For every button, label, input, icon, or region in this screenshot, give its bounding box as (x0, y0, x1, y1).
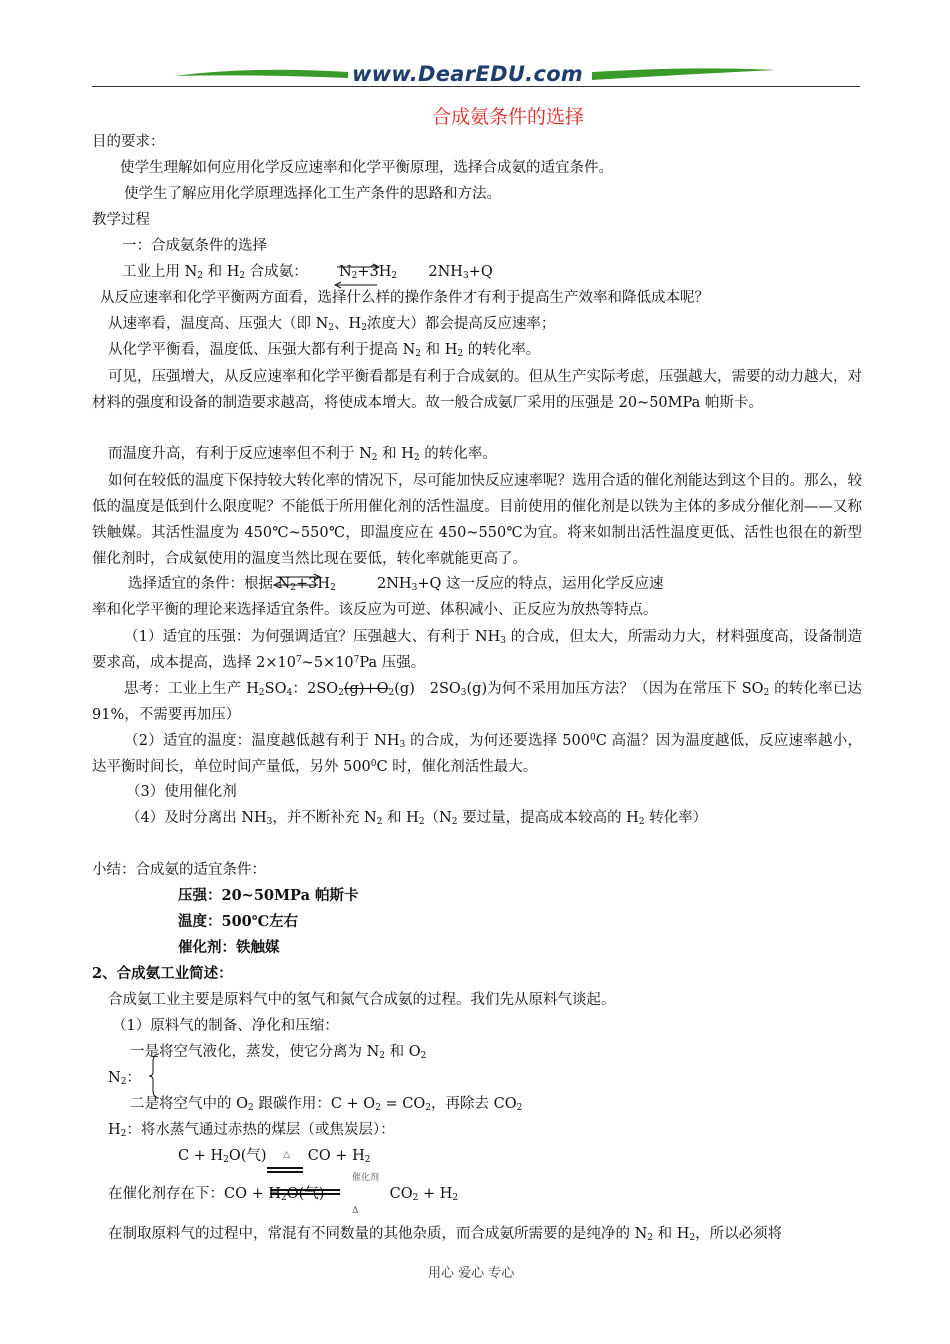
synthesis-equation-line: 工业上用 $N_2$ 和 $H_2$ 合成氨： $N_2+3H_2$ $2NH_3+Q$ (122, 260, 493, 281)
purification-line: 在制取原料气的过程中，常混有不同数量的其他杂质，而合成氨所需要的是纯净的 $N_2$ 和 $H_2$，所以必须将 (108, 1226, 783, 1243)
hydrogen-method-line: $H_2$：将水蒸气通过赤热的煤层（或焦炭层）： (108, 1122, 395, 1139)
site-logo-text[interactable]: www.DearEDU.com (352, 62, 584, 86)
header-divider (92, 86, 860, 87)
summary-heading: 小结：合成氨的适宜条件： (92, 862, 266, 878)
reversible-arrow-icon-2 (272, 572, 324, 600)
nitrogen-method-1: 一是将空气液化，蒸发，使它分离为 $N_2$ 和 $O_2$ (130, 1044, 427, 1061)
shift-reaction-equation: 在催化剂存在下：CO + $H_2O$(气) $CO_2 + H_2$ (108, 1186, 459, 1203)
goal-heading: 目的要求： (92, 134, 165, 150)
nitrogen-method-2: 二是将空气中的 $O_2$ 跟碳作用：$C + O_2 = CO_2$，再除去 $CO_2$ (130, 1096, 523, 1113)
suitable-temperature-paragraph: （2）适宜的温度：温度越低越有利于 $NH_3$ 的合成，为何还要选择 $500^0C$ 高温？因为温度越低，反应速率越小，达平衡时间长，单位时间产量低，另外 $500^0C$ 时，催化剂活性最大。 (92, 733, 862, 775)
goal-line-2: 使学生了解应用化学原理选择化工生产条件的思路和方法。 (124, 186, 501, 202)
summary-temperature: 温度：500℃左右 (178, 913, 299, 930)
equal-arrow-icon (267, 1166, 305, 1174)
raw-gas-heading: （1）原料气的制备、净化和压缩： (112, 1018, 339, 1034)
catalyst-paragraph: 如何在较低的温度下保持较大转化率的情况下，尽可能加快反应速率呢？选用合适的催化剂能达到这个目的。那么，较低的温度是低到什么限度呢？不能低于所用催化剂的活性温度。目前使用的催化剂是以铁为主体的多成分催化剂——又称铁触媒。其活性温度为 450℃~550℃，即温度应在 450~550℃为宜。将来如制出活性温度更低、活性也很在的新型催化剂时，合成氨使用的温度当然比现在要低，转化率就能更高了。 (92, 473, 862, 567)
temperature-line: 而温度升高，有利于反应速率但不利于 $N_2$ 和 $H_2$ 的转化率。 (108, 446, 497, 463)
use-catalyst-line: （3）使用催化剂 (126, 784, 237, 800)
suitable-pressure-paragraph: （1）适宜的压强：为何强调适宜？压强越大、有利于 $NH_3$ 的合成，但太大，所需动力大，材料强度高，设备制造要求高，成本提高，选择 $2\times 10^7\sim 5\times 10^7Pa$ 压强。 (92, 629, 862, 671)
equilibrium-view-line: 从化学平衡看，温度低、压强大都有利于提高 $N_2$ 和 $H_2$ 的转化率。 (108, 342, 541, 359)
goal-line-1: 使学生理解如何应用化学反应速率和化学平衡原理，选择合成氨的适宜条件。 (120, 160, 613, 176)
summary-pressure: 压强：20~50MPa 帕斯卡 (178, 887, 359, 904)
heat-symbol: Δ (352, 1206, 359, 1216)
separate-ammonia-line: （4）及时分离出 $NH_3$，并不断补充 $N_2$ 和 $H_2(N_2$ 要过量，提高成本较高的 $H_2$ 转化率） (126, 810, 708, 827)
strike-equal-icon (270, 1188, 342, 1196)
water-gas-equation: $C + H_2O$(气) △ CO + $H_2$ (178, 1144, 371, 1165)
section-one-heading: 一：合成氨条件的选择 (122, 238, 267, 254)
nitrogen-label: $N_2$： (108, 1070, 141, 1087)
industry-intro-line: 合成氨工业主要是原料气中的氢气和氮气合成氨的过程。我们先从原料气谈起。 (108, 992, 616, 1008)
pressure-paragraph: 可见，压强增大，从反应速率和化学平衡看都是有利于合成氨的。但从生产实际考虑，压强越大，需要的动力越大，对材料的强度和设备的制造要求越高，将使成本增大。故一般合成氨厂采用的压强是 20~50MPa 帕斯卡。 (92, 369, 862, 411)
catalyst-label: 催化剂 (352, 1173, 380, 1183)
rate-view-line: 从速率看，温度高、压强大（即 $N_2$、$H_2$浓度大）都会提高反应速率； (108, 316, 556, 333)
summary-catalyst: 催化剂：铁触媒 (178, 939, 280, 956)
thinking-paragraph: 思考：工业上生产 $H_2SO_4$：$2SO_2(g)+O_2(g)$ $2SO_3(g)$为何不采用加压方法？（因为在常压下 $SO_2$ 的转化率已达 91%，不需要再加压） (92, 681, 862, 723)
section-two-heading: 2、合成氨工业简述： (92, 965, 233, 982)
condition-selection-line: 选择适宜的条件：根据 $N_2+3H_2$ $2NH_3+Q$ 这一反应的特点，运用化学反应速 (128, 572, 663, 593)
page-footer: 用心 爱心 专心 (428, 1266, 515, 1281)
page-title: 合成氨条件的选择 (432, 106, 585, 128)
question-line: 从反应速率和化学平衡两方面看，选择什么样的操作条件才有利于提高生产效率和降低成本呢？ (100, 290, 709, 306)
teaching-process-heading: 教学过程 (92, 212, 150, 228)
reaction-features-line: 率和化学平衡的理论来选择适宜条件。该反应为可逆、体积减小、正反应为放热等特点。 (92, 602, 658, 618)
